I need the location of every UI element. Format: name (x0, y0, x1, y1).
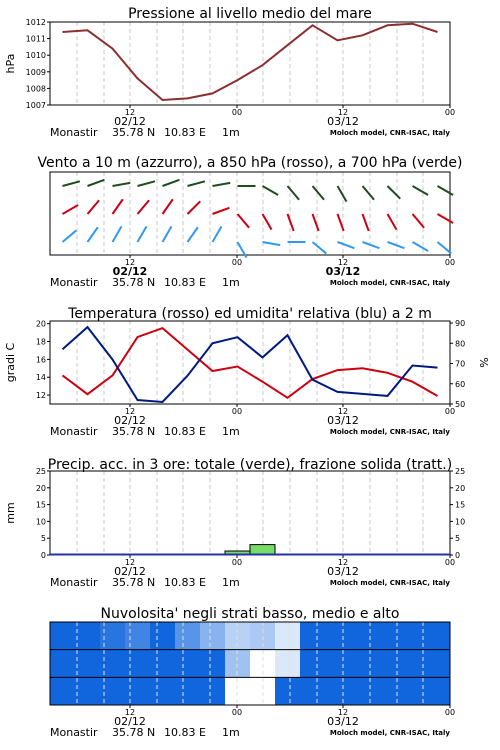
barb-shaft (413, 214, 425, 228)
time-tick-label: 12 (337, 407, 349, 416)
wind-barb (63, 205, 79, 214)
y-tick-label: 1008 (25, 84, 46, 94)
time-tick-label: 00 (231, 558, 243, 567)
y-tick-label-right: 90 (455, 319, 466, 329)
wind-barb (288, 186, 300, 200)
cloud-cell (125, 677, 151, 705)
cloud-cell (350, 650, 376, 678)
cloud-cell (50, 650, 76, 678)
wind-barb (413, 214, 425, 228)
cloud-cell (400, 677, 426, 705)
barb-shaft (213, 183, 231, 186)
wind-barb (213, 208, 230, 214)
station-lon: 10.83 E (164, 276, 206, 289)
wind-barb (88, 227, 98, 242)
barb-shaft (138, 226, 147, 242)
y-tick-label: 1011 (25, 34, 46, 44)
barb-shaft (263, 242, 281, 245)
y-tick-label-right: 10 (455, 517, 466, 527)
y-tick-label-right: 15 (455, 500, 466, 510)
station-elevation: 1m (222, 126, 240, 139)
barb-shaft (388, 214, 397, 230)
wind-barb (138, 200, 150, 214)
barb-shaft (213, 208, 230, 214)
barb-shaft (88, 180, 105, 186)
station-lon: 10.83 E (164, 126, 206, 139)
date-label: 02/12 (114, 715, 146, 728)
date-label: 03/12 (327, 115, 359, 128)
time-tick-label: 12 (124, 558, 136, 567)
barb-shaft (138, 200, 150, 214)
date-label: 02/12 (114, 414, 146, 427)
wind-barb (163, 226, 172, 242)
model-credit: Moloch model, CNR-ISAC, Italy (329, 579, 450, 587)
y-tick-label-right: 50 (455, 400, 466, 409)
wind-barb (238, 214, 250, 228)
wind-barb (313, 186, 325, 200)
barb-shaft (363, 186, 375, 200)
panel-title: Pressione al livello medio del mare (128, 6, 372, 22)
cloud-cell (300, 622, 326, 650)
wind-barb (263, 186, 279, 195)
station-elevation: 1m (222, 425, 240, 438)
barb-shaft (263, 186, 279, 195)
y-tick-label: 1012 (25, 18, 46, 27)
barb-shaft (113, 199, 123, 214)
panel-title: Precip. acc. in 3 ore: totale (verde), frazione solida (tratt.) (47, 457, 453, 473)
wind-barb (113, 183, 131, 186)
barb-shaft (363, 242, 380, 248)
cloud-cell (400, 622, 426, 650)
wind-barb (438, 214, 454, 223)
date-label: 03/12 (327, 715, 359, 728)
station-name: Monastir (50, 425, 98, 438)
cloud-cell (125, 650, 151, 678)
y-axis-label: hPa (4, 53, 17, 74)
time-tick-label: 12 (337, 708, 349, 717)
date-label: 02/12 (112, 265, 148, 278)
cloud-cell (75, 677, 101, 705)
wind-barb (413, 186, 429, 195)
barb-shaft (438, 242, 452, 254)
precip-panel (4, 457, 465, 589)
cloud-cell (425, 622, 451, 650)
time-tick-label: 12 (124, 258, 136, 267)
cloud-cell (75, 622, 101, 650)
date-label: 02/12 (114, 115, 146, 128)
wind-barb (413, 242, 429, 251)
barb-shaft (313, 186, 325, 200)
barb-shaft (288, 214, 294, 231)
time-tick-label: 12 (124, 407, 136, 416)
wind-barb (363, 186, 375, 200)
cloud-cell (225, 677, 251, 705)
wind-barb (388, 186, 401, 199)
wind-barb (163, 180, 180, 186)
temperature-series (63, 328, 438, 398)
cloud-cell (175, 622, 201, 650)
barb-shaft (263, 214, 272, 230)
station-elevation: 1m (222, 576, 240, 589)
time-tick-label: 00 (444, 258, 456, 267)
station-lat: 35.78 N (112, 126, 156, 139)
time-tick-label: 00 (231, 258, 243, 267)
barb-shaft (188, 227, 198, 242)
wind-barb (88, 200, 100, 214)
cloud-panel (50, 606, 455, 739)
time-tick-label: 12 (124, 108, 136, 117)
wind-barb (213, 183, 231, 186)
barb-shaft (163, 180, 180, 186)
cloud-cell (150, 677, 176, 705)
wind-barb (63, 181, 80, 186)
cloud-cell (300, 650, 326, 678)
cloud-cell (75, 650, 101, 678)
cloud-cell (275, 650, 301, 678)
station-lat: 35.78 N (112, 726, 156, 739)
wind-barb (288, 214, 294, 231)
cloud-cell (150, 650, 176, 678)
cloud-cell (350, 622, 376, 650)
barb-shaft (188, 181, 205, 186)
y-tick-label: 25 (35, 467, 46, 476)
wind-barb (263, 242, 281, 245)
barb-shaft (138, 181, 155, 186)
y-tick-label-right: 70 (455, 359, 466, 369)
cloud-cell (325, 677, 351, 705)
wind-barb (438, 186, 454, 195)
y-tick-label-right: 80 (455, 339, 466, 349)
panel-title: Temperatura (rosso) ed umidita' relativa (blu) a 2 m (68, 306, 432, 322)
cloud-cell (275, 677, 301, 705)
cloud-cell (300, 677, 326, 705)
wind-barb (363, 214, 369, 231)
barb-shaft (313, 214, 319, 231)
y-tick-label-right: 5 (455, 534, 461, 544)
wind-barb (213, 226, 222, 242)
station-lat: 35.78 N (112, 576, 156, 589)
y-tick-label: 15 (35, 500, 46, 510)
model-credit: Moloch model, CNR-ISAC, Italy (329, 428, 450, 436)
time-tick-label: 00 (231, 407, 243, 416)
cloud-cell (200, 677, 226, 705)
time-tick-label: 12 (124, 708, 136, 717)
wind-barb (138, 226, 147, 242)
barb-shaft (238, 214, 250, 228)
plot-frame (50, 471, 450, 555)
time-tick-label: 00 (444, 407, 456, 416)
wind-barb (188, 227, 198, 242)
cloud-cell (175, 677, 201, 705)
panel-title: Nuvolosita' negli strati basso, medio e alto (100, 606, 400, 622)
date-label: 03/12 (325, 265, 361, 278)
precip-bar (250, 545, 275, 555)
y-tick-label: 10 (35, 517, 46, 527)
wind-barb (113, 199, 123, 214)
barb-shaft (188, 201, 201, 214)
barb-shaft (63, 181, 80, 186)
y-tick-label: 20 (35, 319, 46, 329)
y-tick-label: 0 (40, 551, 46, 560)
panel-title: Vento a 10 m (azzurro), a 850 hPa (rosso), a 700 hPa (verde) (37, 155, 463, 171)
barb-shaft (288, 186, 300, 200)
temp-rh-panel (4, 306, 491, 438)
station-lat: 35.78 N (112, 276, 156, 289)
wind-barb (338, 242, 355, 248)
cloud-cell (350, 677, 376, 705)
cloud-cell (225, 622, 251, 650)
cloud-cell (325, 650, 351, 678)
wind-barb (138, 181, 155, 186)
cloud-cell (125, 622, 151, 650)
station-name: Monastir (50, 126, 98, 139)
station-lon: 10.83 E (164, 576, 206, 589)
time-tick-label: 00 (444, 708, 456, 717)
barb-shaft (313, 242, 327, 254)
barb-shaft (338, 186, 347, 202)
y-tick-label: 5 (40, 534, 46, 544)
time-tick-label: 00 (231, 708, 243, 717)
y-axis-label-right: % (478, 357, 491, 368)
cloud-cell (275, 622, 301, 650)
barb-shaft (388, 186, 401, 199)
plot-frame (50, 22, 450, 105)
y-tick-label: 20 (35, 483, 46, 493)
barb-shaft (438, 214, 454, 223)
cloud-cell (200, 622, 226, 650)
barb-shaft (163, 199, 173, 214)
pressure-panel (4, 6, 455, 139)
time-tick-label: 00 (444, 108, 456, 117)
y-tick-label: 1010 (25, 51, 46, 61)
wind-barb (188, 201, 201, 214)
y-tick-label: 1009 (25, 67, 46, 77)
barb-shaft (363, 214, 369, 231)
y-tick-label: 18 (35, 337, 46, 347)
time-tick-label: 12 (337, 108, 349, 117)
wind-barb (388, 242, 405, 248)
wind-barb (338, 186, 347, 202)
cloud-cell (225, 650, 251, 678)
barb-shaft (88, 227, 98, 242)
cloud-cell (425, 650, 451, 678)
y-tick-label-right: 25 (455, 467, 466, 476)
wind-barb (63, 230, 77, 242)
wind-panel (37, 155, 462, 289)
date-label: 03/12 (327, 414, 359, 427)
time-tick-label: 12 (337, 258, 349, 267)
station-name: Monastir (50, 726, 98, 739)
date-label: 02/12 (114, 565, 146, 578)
barb-shaft (163, 226, 172, 242)
model-credit: Moloch model, CNR-ISAC, Italy (329, 129, 450, 137)
wind-barb (263, 214, 272, 230)
cloud-cell (400, 650, 426, 678)
time-tick-label: 12 (337, 558, 349, 567)
barb-shaft (113, 226, 122, 242)
barb-shaft (63, 205, 79, 214)
cloud-cell (325, 622, 351, 650)
wind-barb (313, 242, 327, 254)
station-lat: 35.78 N (112, 425, 156, 438)
wind-barb (388, 214, 397, 230)
station-elevation: 1m (222, 726, 240, 739)
cloud-cell (50, 622, 76, 650)
barb-shaft (388, 242, 405, 248)
station-name: Monastir (50, 276, 98, 289)
y-tick-label-right: 0 (455, 551, 461, 560)
y-tick-label: 16 (35, 355, 46, 365)
wind-barb (163, 199, 173, 214)
cloud-cell (50, 677, 76, 705)
barb-shaft (413, 242, 429, 251)
wind-barb (88, 180, 105, 186)
station-name: Monastir (50, 576, 98, 589)
y-tick-label-right: 60 (455, 379, 466, 389)
cloud-cell (200, 650, 226, 678)
barb-shaft (213, 226, 222, 242)
barb-shaft (63, 230, 77, 242)
y-axis-label: mm (4, 502, 17, 524)
date-label: 03/12 (327, 565, 359, 578)
pressure-series (63, 24, 438, 100)
y-tick-label: 12 (35, 391, 46, 401)
station-lon: 10.83 E (164, 425, 206, 438)
y-tick-label: 14 (35, 373, 46, 383)
station-lon: 10.83 E (164, 726, 206, 739)
station-elevation: 1m (222, 276, 240, 289)
wind-barb (438, 242, 452, 254)
model-credit: Moloch model, CNR-ISAC, Italy (329, 279, 450, 287)
cloud-cell (175, 650, 201, 678)
barb-shaft (338, 242, 355, 248)
time-tick-label: 00 (444, 558, 456, 567)
barb-shaft (438, 186, 454, 195)
time-tick-label: 00 (231, 108, 243, 117)
barb-shaft (113, 183, 131, 186)
cloud-cell (425, 677, 451, 705)
wind-barb (113, 226, 122, 242)
y-axis-label: gradi C (4, 342, 17, 383)
wind-barb (313, 214, 319, 231)
model-credit: Moloch model, CNR-ISAC, Italy (329, 729, 450, 737)
wind-barb (188, 181, 205, 186)
barb-shaft (413, 186, 429, 195)
y-tick-label: 1007 (25, 101, 46, 110)
barb-shaft (88, 200, 100, 214)
y-tick-label-right: 20 (455, 483, 466, 493)
wind-barb (363, 242, 380, 248)
cloud-cell (150, 622, 176, 650)
